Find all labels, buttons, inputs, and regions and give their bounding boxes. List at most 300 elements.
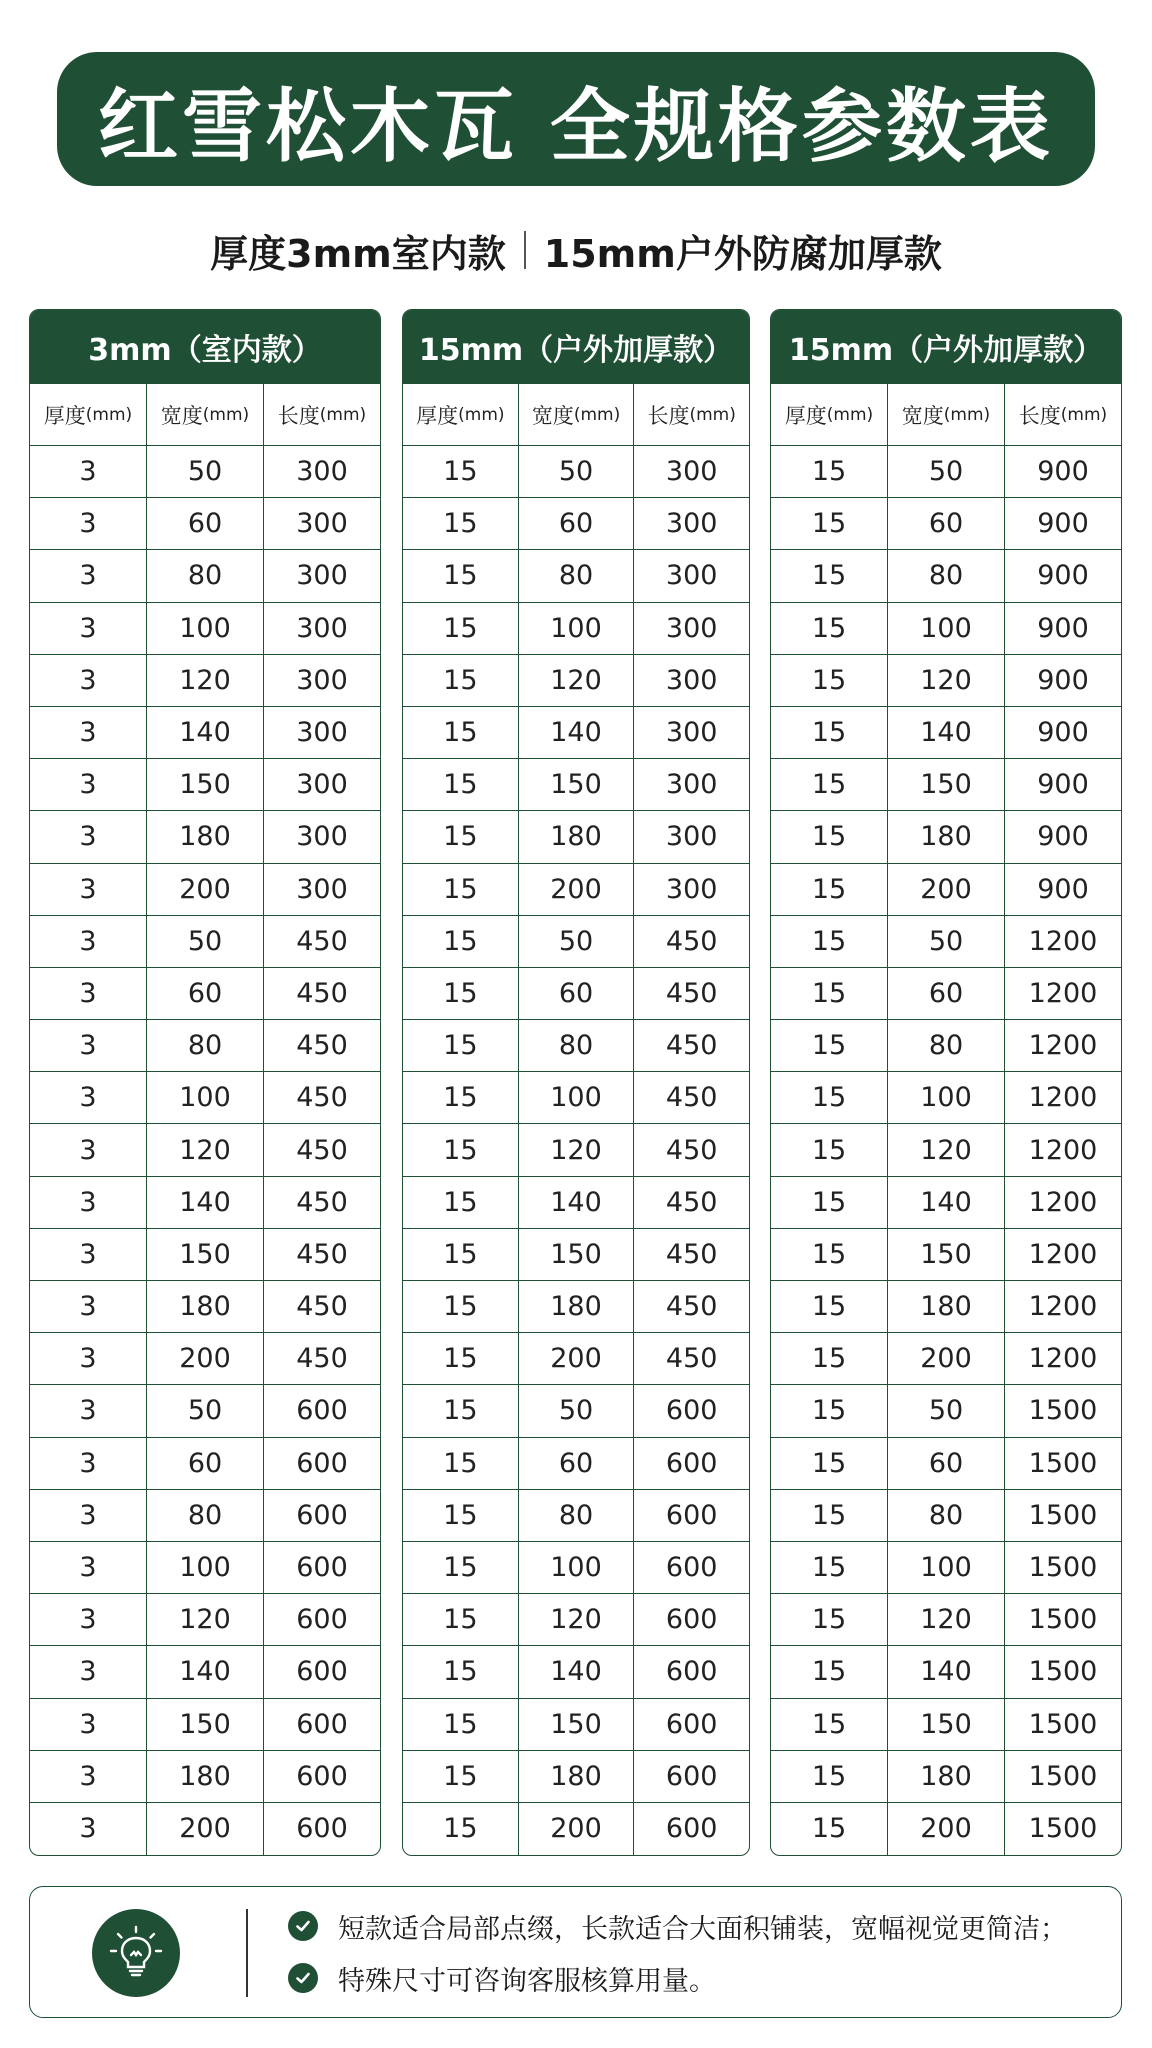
table-row <box>771 1281 1121 1333</box>
table-row <box>771 1229 1121 1281</box>
table-cell: 450 <box>296 1291 348 1323</box>
table-cell: 1500 <box>1028 1499 1098 1531</box>
table-cell: 3 <box>30 864 147 915</box>
column-header-unit: (mm) <box>573 404 621 425</box>
table-row <box>30 916 380 968</box>
table-cell: 3 <box>30 1020 147 1071</box>
table-cell: 15 <box>771 916 888 967</box>
table-cell: 450 <box>665 925 718 957</box>
table-cell: 300 <box>665 821 718 853</box>
table-row <box>30 1177 380 1229</box>
table-cell: 900 <box>1037 456 1089 488</box>
table-cell: 200 <box>888 1803 1005 1855</box>
table-row <box>403 707 749 759</box>
table-cell: 15 <box>771 1594 888 1645</box>
table-cell: 15 <box>403 446 519 497</box>
table-cell: 180 <box>147 811 264 862</box>
column-header <box>634 384 749 445</box>
tips-box <box>29 1886 1122 2018</box>
check-icon <box>288 1911 318 1941</box>
table-row <box>403 1751 749 1803</box>
table-cell: 15 <box>771 1751 888 1802</box>
table-cell: 15 <box>403 1490 519 1541</box>
table-cell: 100 <box>519 603 635 654</box>
table-cell: 300 <box>296 821 348 853</box>
check-icon <box>288 1963 318 1993</box>
table-cell: 300 <box>665 873 718 905</box>
table-cell: 450 <box>665 1291 718 1323</box>
table-cell: 15 <box>771 811 888 862</box>
table-cell: 60 <box>888 498 1005 549</box>
table-row <box>403 1438 749 1490</box>
table-cell: 15 <box>403 1333 519 1384</box>
table-cell: 15 <box>771 1124 888 1175</box>
table-cell: 15 <box>771 603 888 654</box>
table-row <box>403 1646 749 1698</box>
table-cell: 3 <box>30 968 147 1019</box>
column-header <box>1005 384 1121 445</box>
table-cell: 140 <box>519 1646 635 1697</box>
table-cell: 120 <box>519 1124 635 1175</box>
column-header-row <box>403 384 749 446</box>
table-cell: 15 <box>403 1542 519 1593</box>
table-row <box>403 1281 749 1333</box>
table-cell: 3 <box>30 1699 147 1750</box>
table-cell: 15 <box>771 1333 888 1384</box>
table-cell: 1200 <box>1028 1186 1098 1218</box>
table-cell: 180 <box>519 1751 635 1802</box>
table-cell: 900 <box>1037 769 1089 801</box>
column-header-row <box>771 384 1121 446</box>
table-cell: 600 <box>665 1604 718 1636</box>
table-cell: 1500 <box>1028 1604 1098 1636</box>
table-cell: 15 <box>771 1803 888 1855</box>
column-header-label: 宽度 <box>531 403 574 428</box>
table-cell: 3 <box>30 1072 147 1123</box>
table-cell: 3 <box>30 655 147 706</box>
table-row <box>403 1490 749 1542</box>
table-cell: 200 <box>519 864 635 915</box>
table-cell: 50 <box>888 916 1005 967</box>
table-cell: 3 <box>30 707 147 758</box>
table-cell: 1500 <box>1028 1708 1098 1740</box>
table-cell: 600 <box>296 1708 348 1740</box>
table-row <box>30 550 380 602</box>
column-header-label: 长度 <box>277 403 320 428</box>
table-cell: 15 <box>403 811 519 862</box>
table-cell: 3 <box>30 1229 147 1280</box>
table-row <box>771 707 1121 759</box>
table-cell: 180 <box>147 1281 264 1332</box>
table-cell: 450 <box>296 1134 348 1166</box>
table-row <box>30 498 380 550</box>
table-row <box>403 1124 749 1176</box>
table-cell: 1200 <box>1028 1343 1098 1375</box>
tip-text: 短款适合局部点缀，长款适合大面积铺装，宽幅视觉更简洁； <box>338 1913 1067 1945</box>
table-row <box>771 759 1121 811</box>
table-cell: 3 <box>30 446 147 497</box>
table-cell: 140 <box>888 707 1005 758</box>
table-row <box>771 1385 1121 1437</box>
table-row <box>771 811 1121 863</box>
table-row <box>403 759 749 811</box>
table-row <box>771 1072 1121 1124</box>
table-cell: 3 <box>30 498 147 549</box>
table-cell: 60 <box>147 1438 264 1489</box>
table-row <box>771 1124 1121 1176</box>
table-cell: 180 <box>519 1281 635 1332</box>
table-cell: 100 <box>888 1542 1005 1593</box>
table-row <box>30 1072 380 1124</box>
subtitle <box>0 222 1152 278</box>
table-row <box>403 1072 749 1124</box>
table-row <box>771 550 1121 602</box>
table-cell: 15 <box>403 1124 519 1175</box>
tips-divider <box>246 1909 248 1997</box>
table-cell: 80 <box>147 1490 264 1541</box>
column-header <box>519 384 635 445</box>
table-cell: 3 <box>30 603 147 654</box>
table-cell: 600 <box>665 1760 718 1792</box>
column-header-unit: (mm) <box>458 404 505 425</box>
table-cell: 450 <box>296 925 348 957</box>
table-cell: 80 <box>519 1490 635 1541</box>
table-row <box>30 446 380 498</box>
table-cell: 450 <box>296 1186 348 1218</box>
table-cell: 120 <box>888 1594 1005 1645</box>
table-cell: 150 <box>519 759 635 810</box>
table-row <box>403 1594 749 1646</box>
table-title: 3mm（室内款） <box>30 310 380 384</box>
table-cell: 1200 <box>1028 977 1098 1009</box>
table-cell: 15 <box>403 968 519 1019</box>
table-cell: 100 <box>519 1072 635 1123</box>
table-row <box>771 446 1121 498</box>
table-cell: 900 <box>1037 664 1089 696</box>
table-cell: 200 <box>888 864 1005 915</box>
table-cell: 15 <box>403 1803 519 1855</box>
column-header-unit: (mm) <box>1060 404 1108 425</box>
table-cell: 300 <box>665 769 718 801</box>
table-row <box>403 1177 749 1229</box>
table-cell: 900 <box>1037 873 1089 905</box>
table-row <box>771 1020 1121 1072</box>
table-cell: 150 <box>147 1699 264 1750</box>
column-header-unit: (mm) <box>319 404 367 425</box>
table-cell: 450 <box>665 1186 718 1218</box>
table-cell: 180 <box>147 1751 264 1802</box>
table-cell: 50 <box>147 916 264 967</box>
table-row <box>30 1229 380 1281</box>
table-cell: 600 <box>296 1604 348 1636</box>
table-cell: 100 <box>888 603 1005 654</box>
table-row <box>403 550 749 602</box>
table-cell: 15 <box>403 1699 519 1750</box>
table-row <box>30 1124 380 1176</box>
table-cell: 50 <box>519 1385 635 1436</box>
table-cell: 450 <box>296 1343 348 1375</box>
table-row <box>30 655 380 707</box>
table-cell: 15 <box>403 1020 519 1071</box>
table-row <box>30 603 380 655</box>
table-cell: 150 <box>519 1229 635 1280</box>
table-cell: 140 <box>519 707 635 758</box>
subtitle-separator <box>524 231 526 269</box>
column-header <box>771 384 888 445</box>
table-cell: 120 <box>519 1594 635 1645</box>
table-row <box>403 1229 749 1281</box>
table-cell: 150 <box>147 1229 264 1280</box>
table-cell: 15 <box>771 1229 888 1280</box>
column-header <box>403 384 519 445</box>
lightbulb-icon <box>92 1909 180 1997</box>
table-cell: 200 <box>888 1333 1005 1384</box>
table-row <box>30 1385 380 1437</box>
table-cell: 100 <box>147 1072 264 1123</box>
table-cell: 15 <box>403 603 519 654</box>
table-cell: 60 <box>519 498 635 549</box>
table-cell: 180 <box>888 1751 1005 1802</box>
table-row <box>403 864 749 916</box>
table-cell: 15 <box>403 1594 519 1645</box>
table-cell: 600 <box>296 1499 348 1531</box>
column-header-label: 宽度 <box>901 403 944 428</box>
table-cell: 450 <box>296 1030 348 1062</box>
table-cell: 300 <box>665 508 718 540</box>
table-cell: 15 <box>771 707 888 758</box>
table-row <box>771 968 1121 1020</box>
table-cell: 50 <box>888 446 1005 497</box>
table-row <box>771 1803 1121 1855</box>
column-header <box>147 384 264 445</box>
table-cell: 600 <box>296 1395 348 1427</box>
table-row <box>30 1803 380 1855</box>
table-row <box>771 603 1121 655</box>
column-header <box>30 384 147 445</box>
table-cell: 120 <box>147 1594 264 1645</box>
table-cell: 15 <box>403 550 519 601</box>
table-cell: 600 <box>296 1760 348 1792</box>
table-row <box>403 1020 749 1072</box>
table-cell: 15 <box>403 759 519 810</box>
table-cell: 15 <box>771 968 888 1019</box>
table-cell: 450 <box>665 977 718 1009</box>
column-header-label: 长度 <box>647 403 690 428</box>
table-cell: 3 <box>30 1542 147 1593</box>
table-cell: 60 <box>519 1438 635 1489</box>
table-cell: 600 <box>665 1552 718 1584</box>
table-row <box>403 498 749 550</box>
table-cell: 3 <box>30 916 147 967</box>
column-header-unit: (mm) <box>85 404 133 425</box>
table-cell: 300 <box>665 560 718 592</box>
table-row <box>403 1542 749 1594</box>
table-cell: 15 <box>771 1281 888 1332</box>
table-cell: 300 <box>296 612 348 644</box>
table-cell: 600 <box>296 1813 348 1845</box>
table-cell: 900 <box>1037 821 1089 853</box>
table-cell: 300 <box>296 456 348 488</box>
table-cell: 1200 <box>1028 1238 1098 1270</box>
table-row <box>30 1490 380 1542</box>
table-row <box>403 603 749 655</box>
table-cell: 450 <box>665 1238 718 1270</box>
table-cell: 300 <box>296 873 348 905</box>
table-cell: 15 <box>771 1072 888 1123</box>
table-cell: 300 <box>665 664 718 696</box>
table-cell: 80 <box>888 1020 1005 1071</box>
table-cell: 1200 <box>1028 1134 1098 1166</box>
column-header <box>264 384 380 445</box>
table-cell: 1200 <box>1028 1030 1098 1062</box>
table-cell: 15 <box>771 550 888 601</box>
table-cell: 100 <box>519 1542 635 1593</box>
table-row <box>771 1177 1121 1229</box>
table-cell: 15 <box>771 1490 888 1541</box>
table-cell: 15 <box>771 1020 888 1071</box>
column-header-label: 长度 <box>1018 403 1061 428</box>
table-cell: 15 <box>771 655 888 706</box>
table-row <box>771 1699 1121 1751</box>
table-cell: 3 <box>30 1438 147 1489</box>
table-cell: 150 <box>519 1699 635 1750</box>
table-cell: 900 <box>1037 612 1089 644</box>
table-cell: 15 <box>771 759 888 810</box>
spec-table-outdoor-15mm-short <box>402 309 750 1856</box>
table-row <box>403 1699 749 1751</box>
table-cell: 1200 <box>1028 1082 1098 1114</box>
table-row <box>403 1333 749 1385</box>
table-cell: 15 <box>771 1385 888 1436</box>
table-cell: 15 <box>771 1646 888 1697</box>
table-row <box>30 759 380 811</box>
table-title: 15mm（户外加厚款） <box>403 310 749 384</box>
table-cell: 100 <box>888 1072 1005 1123</box>
table-row <box>771 1542 1121 1594</box>
table-cell: 15 <box>403 1281 519 1332</box>
table-row <box>771 498 1121 550</box>
table-cell: 1500 <box>1028 1813 1098 1845</box>
table-cell: 15 <box>403 864 519 915</box>
table-cell: 300 <box>296 717 348 749</box>
table-cell: 120 <box>147 1124 264 1175</box>
table-cell: 15 <box>403 1072 519 1123</box>
table-cell: 15 <box>403 1177 519 1228</box>
table-cell: 50 <box>519 446 635 497</box>
table-row <box>771 1751 1121 1803</box>
table-cell: 15 <box>403 1438 519 1489</box>
subtitle-outdoor: 15mm户外防腐加厚款 <box>543 231 942 276</box>
table-row <box>403 446 749 498</box>
table-cell: 600 <box>665 1708 718 1740</box>
table-cell: 15 <box>403 1229 519 1280</box>
table-cell: 450 <box>296 1082 348 1114</box>
column-header-unit: (mm) <box>826 404 874 425</box>
table-row <box>403 968 749 1020</box>
tip-item <box>288 1958 716 1998</box>
table-cell: 100 <box>147 603 264 654</box>
table-row <box>403 655 749 707</box>
table-cell: 200 <box>147 1333 264 1384</box>
table-row <box>30 707 380 759</box>
column-header-label: 厚度 <box>416 403 459 428</box>
table-cell: 300 <box>665 456 718 488</box>
table-cell: 3 <box>30 550 147 601</box>
table-row <box>771 916 1121 968</box>
table-cell: 15 <box>771 1699 888 1750</box>
table-cell: 450 <box>296 1238 348 1270</box>
table-cell: 600 <box>665 1813 718 1845</box>
table-cell: 3 <box>30 1646 147 1697</box>
table-row <box>30 1281 380 1333</box>
column-header-row <box>30 384 380 446</box>
table-cell: 80 <box>147 550 264 601</box>
table-cell: 1500 <box>1028 1447 1098 1479</box>
table-cell: 1500 <box>1028 1656 1098 1688</box>
column-header-label: 宽度 <box>160 403 203 428</box>
table-cell: 300 <box>296 560 348 592</box>
table-cell: 15 <box>771 1542 888 1593</box>
table-row <box>30 1594 380 1646</box>
table-cell: 450 <box>665 1082 718 1114</box>
table-cell: 600 <box>665 1447 718 1479</box>
table-cell: 50 <box>519 916 635 967</box>
table-row <box>403 916 749 968</box>
table-cell: 80 <box>888 1490 1005 1541</box>
table-cell: 450 <box>665 1030 718 1062</box>
table-cell: 3 <box>30 1751 147 1802</box>
column-header-unit: (mm) <box>943 404 991 425</box>
table-row <box>30 864 380 916</box>
table-cell: 80 <box>888 550 1005 601</box>
table-cell: 600 <box>665 1656 718 1688</box>
table-cell: 600 <box>296 1656 348 1688</box>
table-cell: 60 <box>147 498 264 549</box>
table-cell: 60 <box>888 968 1005 1019</box>
table-cell: 450 <box>296 977 348 1009</box>
table-cell: 200 <box>147 1803 264 1855</box>
table-row <box>771 1333 1121 1385</box>
title-banner <box>57 52 1095 186</box>
table-cell: 80 <box>147 1020 264 1071</box>
table-cell: 3 <box>30 1281 147 1332</box>
table-cell: 900 <box>1037 508 1089 540</box>
subtitle-indoor: 厚度3mm室内款 <box>210 231 506 276</box>
table-cell: 3 <box>30 1385 147 1436</box>
page-title: 红雪松木瓦 全规格参数表 <box>98 79 1054 173</box>
column-header <box>888 384 1005 445</box>
column-header-label: 厚度 <box>784 403 827 428</box>
table-row <box>30 1020 380 1072</box>
table-cell: 200 <box>147 864 264 915</box>
table-cell: 15 <box>403 498 519 549</box>
table-cell: 150 <box>888 759 1005 810</box>
table-cell: 3 <box>30 1177 147 1228</box>
table-cell: 120 <box>888 655 1005 706</box>
table-cell: 15 <box>771 1177 888 1228</box>
table-cell: 60 <box>519 968 635 1019</box>
table-cell: 80 <box>519 550 635 601</box>
table-cell: 300 <box>665 717 718 749</box>
column-header-unit: (mm) <box>202 404 250 425</box>
table-cell: 15 <box>771 1438 888 1489</box>
table-row <box>771 1438 1121 1490</box>
table-cell: 600 <box>296 1552 348 1584</box>
table-cell: 600 <box>296 1447 348 1479</box>
table-cell: 15 <box>403 1646 519 1697</box>
table-cell: 3 <box>30 1333 147 1384</box>
table-cell: 200 <box>519 1333 635 1384</box>
